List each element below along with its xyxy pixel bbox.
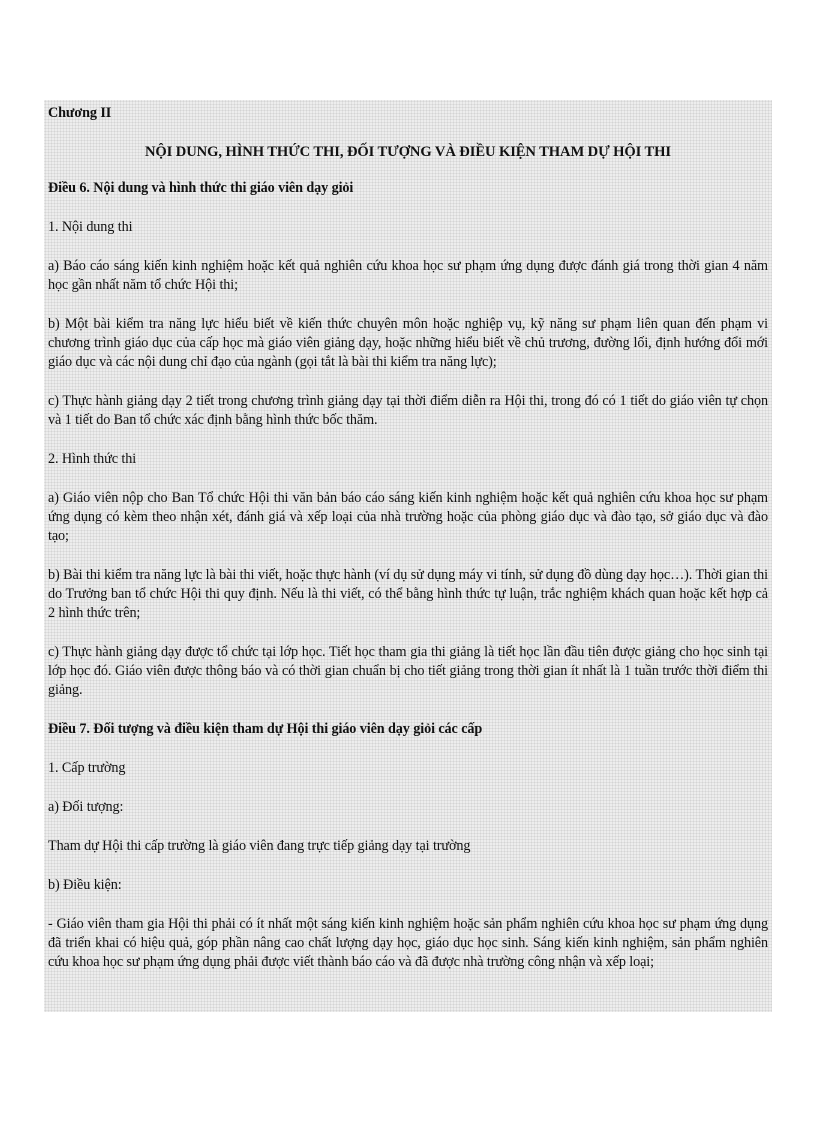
article-6-heading: Điều 6. Nội dung và hình thức thi giáo viên dạy giỏi [48,180,354,196]
article-7-item-1b-text: - Giáo viên tham gia Hội thi phải có ít nhất một sáng kiến kinh nghiệm hoặc sản phẩm nghiên cứu khoa học sư phạm ứng dụng đã triển khai có hiệu quả, góp phần nâng cao chất lượng dạy học, giáo dục học sinh. Sáng kiến kinh nghiệm, sản phẩm nghiên cứu khoa học sư phạm ứng dụng phải được viết thành báo cáo và đã được nhà trường công nhận và xếp loại; [48,916,768,970]
article-6-section-1: 1. Nội dung thi [48,219,133,235]
article-7-section-1: 1. Cấp trường [48,760,126,776]
article-6-section-2: 2. Hình thức thi [48,451,137,467]
chapter-label: Chương II [48,105,112,121]
article-6-item-2a: a) Giáo viên nộp cho Ban Tổ chức Hội thi văn bản báo cáo sáng kiến kinh nghiệm hoặc kết quả nghiên cứu khoa học sư phạm ứng dụng có kèm theo nhận xét, đánh giá và xếp loại của nhà trường hoặc của phòng giáo dục và đào tạo, sở giáo dục và đào tạo; [48,490,768,544]
article-6-item-1a: a) Báo cáo sáng kiến kinh nghiệm hoặc kết quả nghiên cứu khoa học sư phạm ứng dụng được đánh giá trong thời gian 4 năm học gần nhất năm tổ chức Hội thi; [48,258,768,293]
article-6-item-2c: c) Thực hành giảng dạy được tổ chức tại lớp học. Tiết học tham gia thi giảng là tiết học lần đầu tiên được giảng cho học sinh tại lớp học đó. Giáo viên được thông báo và có thời gian chuẩn bị cho tiết giảng trong thời gian ít nhất là 1 tuần trước thời điểm thi giảng. [48,644,768,698]
article-7-item-1a: a) Đối tượng: [48,799,124,815]
article-7-heading: Điều 7. Đối tượng và điều kiện tham dự Hội thi giáo viên dạy giỏi các cấp [48,721,483,737]
article-6-item-1b: b) Một bài kiểm tra năng lực hiểu biết về kiến thức chuyên môn hoặc nghiệp vụ, kỹ năng sư phạm liên quan đến phạm vi chương trình giáo dục của cấp học mà giáo viên giảng dạy, hoặc những hiểu biết về chủ trương, đường lối, định hướng đổi mới giáo dục và các nội dung chỉ đạo của ngành (gọi tắt là bài thi kiểm tra năng lực); [48,316,768,370]
article-7-item-1a-text: Tham dự Hội thi cấp trường là giáo viên đang trực tiếp giảng dạy tại trường [48,838,471,854]
article-6-item-2b: b) Bài thi kiểm tra năng lực là bài thi viết, hoặc thực hành (ví dụ sử dụng máy vi tính, sử dụng đồ dùng dạy học…). Thời gian thi do Trưởng ban tổ chức Hội thi quy định. Nếu là thi viết, có thể bằng hình thức tự luận, trắc nghiệm khách quan hoặc kết hợp cả 2 hình thức trên; [48,567,768,621]
article-6-item-1c: c) Thực hành giảng dạy 2 tiết trong chương trình giảng dạy tại thời điểm diễn ra Hội thi, trong đó có 1 tiết do giáo viên tự chọn và 1 tiết do Ban tổ chức xác định bằng hình thức bốc thăm. [48,393,768,428]
article-7-item-1b: b) Điều kiện: [48,877,122,893]
chapter-title: NỘI DUNG, HÌNH THỨC THI, ĐỐI TƯỢNG VÀ ĐIỀU KIỆN THAM DỰ HỘI THI [144,144,672,160]
document-body [44,100,772,1012]
